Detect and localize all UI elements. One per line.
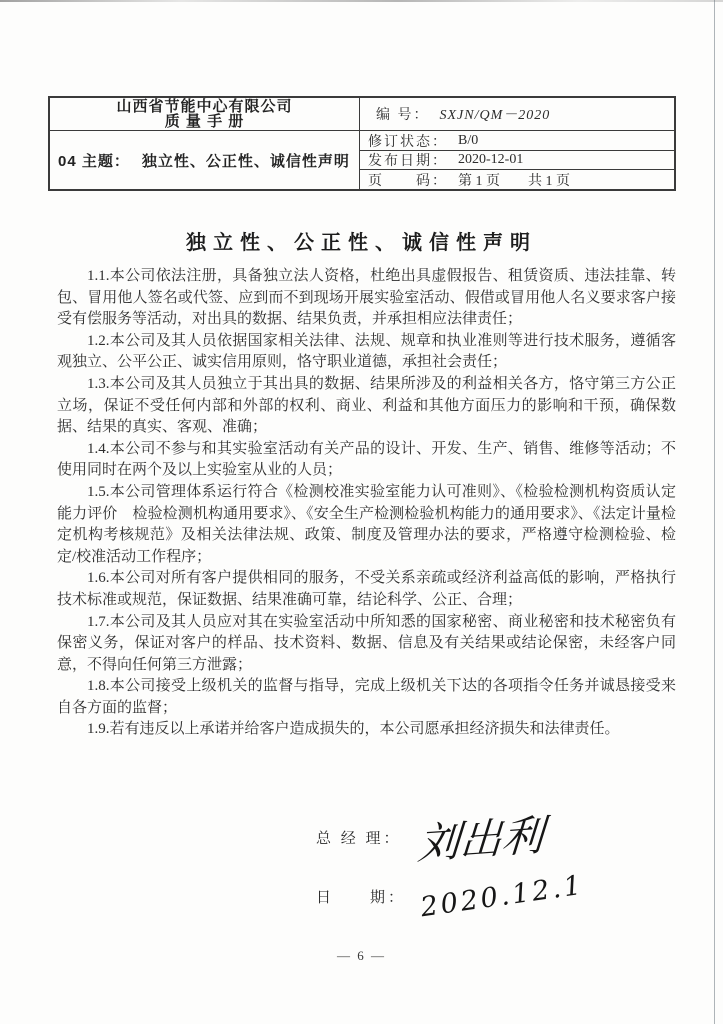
handwritten-signature: 刘出利 xyxy=(415,810,545,869)
subject-cell xyxy=(50,131,360,189)
subject-prefix: 04 主题： xyxy=(58,152,130,170)
page-code-value: 第 1 页 共 1 页 xyxy=(458,173,570,189)
manual-name-line2: 质 量 手 册 xyxy=(164,113,245,130)
revision-status-cell xyxy=(360,131,674,151)
declaration-paragraph-6: 1.6.本公司对所有客户提供相同的服务，不受关系亲疏或经济利益高低的影响，严格执行技术标准或规范，保证数据、结果准确可靠，结论科学、公正、合理； xyxy=(57,570,676,608)
page-number-footer: — 6 — xyxy=(337,948,386,963)
revision-status-value: B/0 xyxy=(458,132,479,148)
date-signature-row xyxy=(316,869,586,923)
release-date-value: 2020-12-01 xyxy=(458,152,524,167)
declaration-paragraph-4: 1.4.本公司不参与和其实验室活动有关产品的设计、开发、生产、销售、维修等活动；不使用同时在两个及以上实验室从业的人员； xyxy=(57,440,676,479)
declaration-paragraph-5: 1.5.本公司管理体系运行符合《检测校准实验室能力认可准则》、《检验检测机构资质认定能力评价 检验检测机构通用要求》、《安全生产检测检验机构能力的通用要求》、《法定计量检定机构考核规范》及相关法律法规、政策、制度及管理办法的要求，严格遵守检测检验、检定/校准活动工作程序； xyxy=(57,483,676,565)
release-date-cell xyxy=(360,151,674,170)
scan-artifact-top-edge xyxy=(0,0,723,2)
declaration-paragraph-2: 1.2.本公司及其人员依据国家相关法律、法规、规章和执业准则等进行技术服务，遵循客观独立、公平公正、诚实信用原则，恪守职业道德，承担社会责任； xyxy=(57,332,676,371)
release-date-label: 发布日期： xyxy=(368,154,448,169)
subject-title: 独立性、公正性、诚信性声明 xyxy=(141,152,350,170)
handwritten-date: 2020.12.1 xyxy=(418,869,586,923)
declaration-paragraph-8: 1.8.本公司接受上级机关的监督与指导，完成上级机关下达的各项指令任务并诚恳接受来自各方面的监督； xyxy=(57,678,676,716)
revision-status-label: 修订状态： xyxy=(368,134,448,150)
company-name-line1: 山西省节能中心有限公司 xyxy=(116,98,293,115)
doc-number-cell xyxy=(360,98,674,131)
doc-number-label: 编 号： xyxy=(376,108,430,123)
doc-number-value: SXJN/QM－2020 xyxy=(439,108,551,123)
signature-block xyxy=(316,808,586,923)
page-code-label: 页 码： xyxy=(368,173,448,189)
manager-signature-row xyxy=(316,808,584,869)
page-code-cell xyxy=(360,170,674,189)
general-manager-label: 总 经 理： xyxy=(316,830,402,847)
header-table xyxy=(48,96,676,191)
scan-artifact-right-edge xyxy=(714,0,715,1024)
declaration-paragraph-9: 1.9.若有违反以上承诺并给客户造成损失的，本公司愿承担经济损失和法律责任。 xyxy=(87,721,620,738)
company-name-cell xyxy=(50,98,360,131)
declaration-paragraph-1: 1.1.本公司依法注册，具备独立法人资格，杜绝出具虚假报告、租赁资质、违法挂靠、转包、冒用他人签名或代签、应到而不到现场开展实验室活动、假借或冒用他人名义要求客户接受有偿服务等活动，对出具的数据、结果负责，并承担相应法律责任； xyxy=(57,268,676,328)
document-title: 独立性、公正性、诚信性声明 xyxy=(186,232,537,254)
declaration-body xyxy=(57,266,676,741)
date-label: 日 期： xyxy=(316,889,407,906)
declaration-paragraph-7: 1.7.本公司及其人员应对其在实验室活动中所知悉的国家秘密、商业秘密和技术秘密负有保密义务，保证对客户的样品、技术资料、数据、信息及有关结果或结论保密，未经客户同意，不得向任何第三方泄露； xyxy=(57,613,676,673)
declaration-paragraph-3: 1.3.本公司及其人员独立于其出具的数据、结果所涉及的利益相关各方，恪守第三方公正立场，保证不受任何内部和外部的权利、商业、利益和其他方面压力的影响和干预，确保数据、结果的真实、客观、准确； xyxy=(57,375,676,436)
